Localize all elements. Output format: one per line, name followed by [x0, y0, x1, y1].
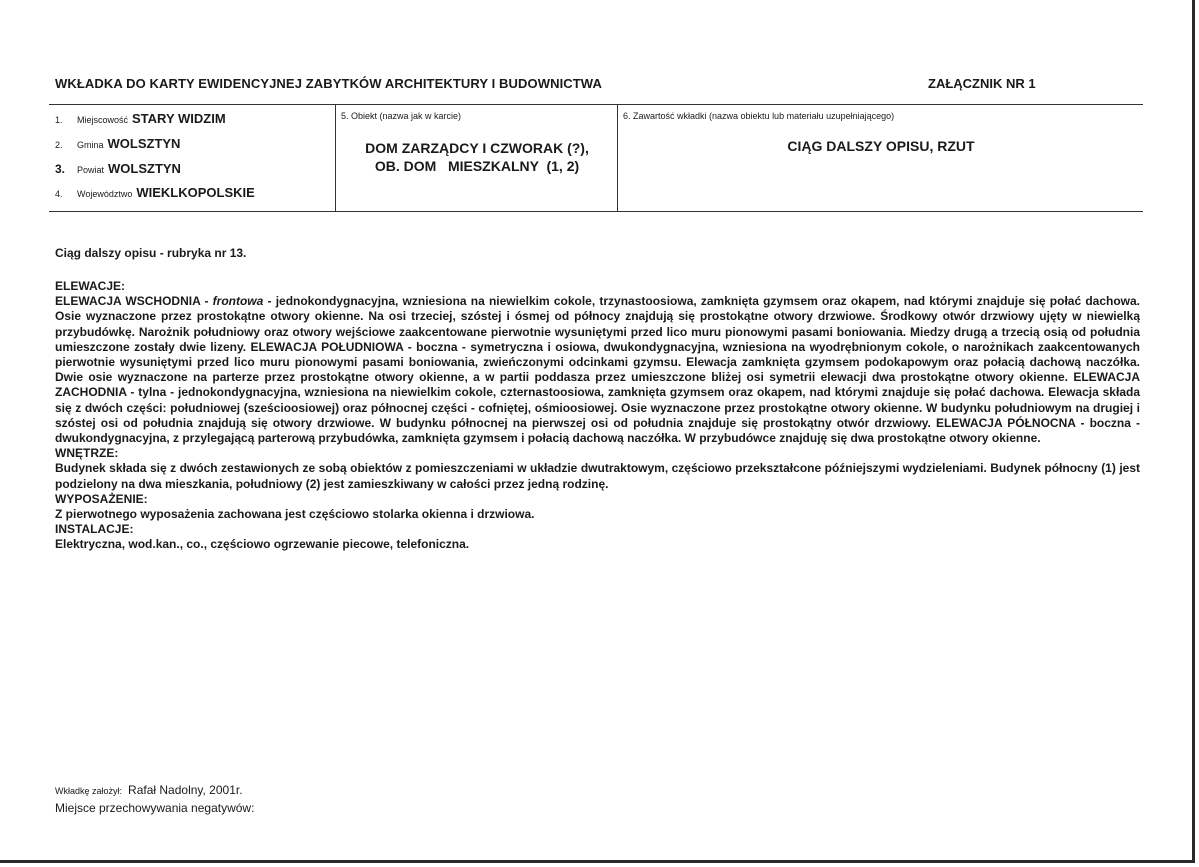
document-title: WKŁADKA DO KARTY EWIDENCYJNEJ ZABYTKÓW ARCHITEKTURY I BUDOWNICTWA [55, 76, 602, 91]
object-name-line-1: DOM ZARZĄDCY I CZWORAK (?), [365, 140, 589, 156]
contents-caption: 6. Zawartość wkładki (nazwa obiektu lub materiału uzupełniającego) [623, 111, 895, 121]
interior-heading: WNĘTRZE: [55, 446, 119, 461]
installations-paragraph: Elektryczna, wod.kan., co., częściowo ogrzewanie piecowe, telefoniczna. [55, 537, 470, 552]
elevations-text: - jednokondygnacyjna, wzniesiona na niewielkim cokole, trzynastoosiowa, zamknięta gzymsem oraz okapem, nad którymi znajduje się połać dachowa. Osie wyznaczone przez prostokątne otwory okienne. Na osi trzeciej, szóstej i ósmej od północy znajdują się prostokątne otwory drzwiowe. Środkowy otwór drzwiowy ujęty w niewielką przybudówkę. Narożnik południowy oraz otwory wejściowe zaakcentowane pierwotnie wysuniętymi przed lico muru pionowymi pasami boniowania. Miedzy drugą a trzecią osią od południa umieszczone zostały dwie lizeny. ELEWACJA POŁUDNIOWA - boczna - symetryczna i osiowa, dwukondygnacyjna, wzniesiona na wyodrębnionym cokole, o narożnikach zaakcentowanych pierwotnie wysuniętymi przed lico muru pionowymi pasami boniowania, zwieńczonymi odcinkami gzymsu. Elewacja zamknięta gzymsem podokapowym oraz połacią dachową naczółka. Dwie osie wyznaczone na parterze przez prostokątne otwory okienne, a w partii poddasza przez umieszczone bliżej osi symetrii elewacji dwa prostokątne otwory okienne. ELEWACJA ZACHODNIA - tylna - jednokondygnacyjna, wzniesiona na niewielkim cokole, czternastoosiowa, zamknięta gzymsem oraz okapem, nad którymi znajduje się połać dachowa. Elewacja składa się z dwóch części: południowej (sześcioosiowej) oraz północnej części - cofniętej, ośmioosiowej. Osie wyznaczone przez prostokątne otwory okienne. W budynku południowym na drugiej i szóstej osi od południa znajdują się otwory drzwiowe. W budynku północnej na pierwszej osi od południa znajduje się prostokątny otwór drzwiowy. ELEWACJA PÓŁNOCNA - boczna - dwukondygnacyjna, z przylegającą parterową przybudówka, zamknięta gzymsem i połacią dachową naczółka. W przybudówce znajduję się dwa prostokątne otwory okienne. [55, 294, 1140, 446]
row-label: Województwo [77, 189, 133, 199]
author-label: Wkładkę założył: [55, 786, 123, 796]
author-line [55, 782, 254, 800]
row-label: Gmina [77, 140, 104, 150]
column-divider [617, 105, 618, 211]
negatives-location: Miejsce przechowywania negatywów: [55, 801, 255, 815]
east-elevation-italic: frontowa [212, 294, 264, 309]
location-row-commune [55, 136, 180, 151]
section-subtitle: Ciąg dalszy opisu - rubryka nr 13. [55, 246, 247, 260]
object-name [337, 139, 617, 175]
contents-value: CIĄG DALSZY OPISU, RZUT [787, 138, 975, 154]
row-label: Powiat [77, 165, 105, 175]
row-number: 2. [55, 140, 63, 150]
row-label: Miejscowość [77, 115, 129, 125]
author-value: Rafał Nadolny, 2001r. [128, 783, 243, 797]
object-form-table [49, 104, 1143, 212]
annex-label: ZAŁĄCZNIK NR 1 [928, 76, 1036, 91]
row-number: 3. [55, 162, 66, 176]
row-value: STARY WIDZIM [132, 111, 226, 126]
row-value: WOLSZTYN [108, 161, 181, 176]
interior-paragraph: Budynek składa się z dwóch zestawionych ze sobą obiektów z pomieszczeniami w układzie dwutraktowym, częściowo przekształcone późniejszymi wydzieleniami. Budynek północny (1) jest podzielony na dwa mieszkania, południowy (2) jest zamieszkiwany w całości przez jedną rodzinę. [55, 461, 1140, 491]
elevations-paragraph [55, 294, 1140, 446]
object-caption: 5. Obiekt (nazwa jak w karcie) [341, 111, 462, 121]
row-number: 4. [55, 189, 63, 199]
equipment-heading: WYPOSAŻENIE: [55, 491, 148, 506]
equipment-paragraph: Z pierwotnego wyposażenia zachowana jest częściowo stolarka okienna i drzwiowa. [55, 507, 535, 522]
description-body [55, 279, 1140, 553]
location-row-voivodeship [55, 185, 255, 200]
location-row-district [55, 161, 181, 176]
elevations-heading: ELEWACJE: [55, 279, 126, 293]
east-elevation-label: ELEWACJA WSCHODNIA - [55, 294, 213, 309]
document-footer [55, 782, 254, 817]
column-divider [335, 105, 336, 211]
installations-heading: INSTALACJE: [55, 522, 134, 537]
location-row-town [55, 111, 226, 126]
row-number: 1. [55, 115, 63, 125]
row-value: WOLSZTYN [107, 136, 181, 151]
object-name-line-2: OB. DOM MIESZKALNY (1, 2) [374, 158, 580, 174]
row-value: WIEKLKOPOLSKIE [136, 185, 255, 200]
